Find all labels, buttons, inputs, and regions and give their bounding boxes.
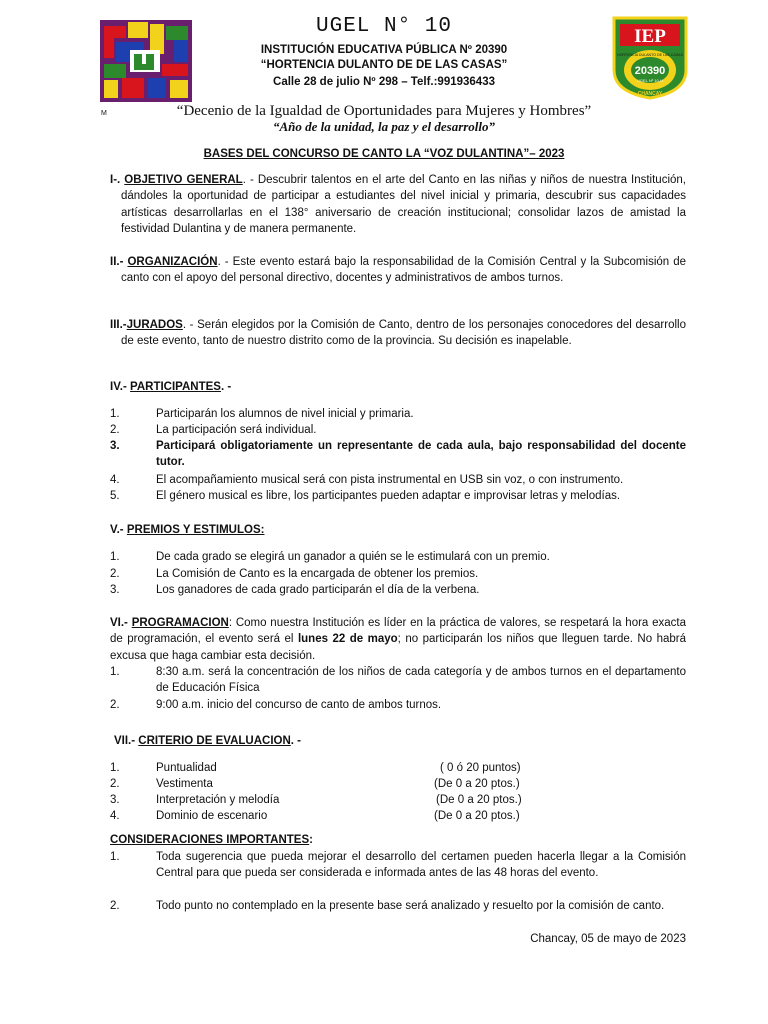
- item-number: 1.: [110, 762, 120, 774]
- item-text: Participará obligatoriamente un representante de cada aula, bajo responsabilidad del docente tutor.: [156, 440, 686, 469]
- section-heading: PARTICIPANTES: [130, 381, 221, 393]
- item-number: 3.: [110, 440, 120, 452]
- section-heading: PROGRAMACION: [131, 617, 229, 629]
- section-objetivo: [110, 172, 686, 237]
- signature-date: Chancay, 05 de mayo de 2023: [530, 933, 686, 945]
- item-number: 4.: [110, 474, 120, 486]
- criteria-row: [110, 776, 686, 792]
- item-text: Vestimenta: [156, 778, 213, 790]
- criteria-row: [110, 808, 686, 824]
- criteria-row: [110, 760, 686, 776]
- item-number: 3.: [110, 794, 120, 806]
- school-name: “HORTENCIA DULANTO DE DE LAS CASAS”: [260, 59, 508, 71]
- section-text-2: ; no participarán los niños que lleguen tarde. No habrá excusa que haga cambiar esta decisión.: [110, 633, 686, 662]
- event-date: lunes 22 de mayo: [297, 633, 398, 646]
- list-item: [110, 488, 686, 504]
- item-text: Toda sugerencia que pueda mejorar el desarrollo del certamen pueden hacerla llegar a la Comisión Central para que pueda ser considerada e informada antes de las 48 horas del evento.: [156, 851, 686, 880]
- item-number: 5.: [110, 490, 120, 502]
- criteria-score: (De 0 a 20 ptos.): [434, 810, 520, 822]
- section-heading: PREMIOS Y ESTIMULOS:: [126, 524, 265, 536]
- item-number: 2.: [110, 699, 120, 711]
- section-heading: ORGANIZACIÓN: [127, 256, 218, 268]
- section-text: . - Descubrir talentos en el arte del Canto en las niñas y niños de nuestra Institución, dándoles la oportunidad de participar a estudiantes del nivel inicial y primaria, descubrir sus capacidades artísticas desarrollarlas en el 138° aniversario de creación institucional; consolidar lazos de amistad la festividad Dulantina y de manera permanente.: [121, 174, 686, 235]
- item-number: 2.: [110, 900, 120, 912]
- item-number: 1.: [110, 551, 120, 563]
- section-organizacion: [110, 254, 686, 287]
- list-item: [110, 406, 686, 422]
- item-text: La participación será individual.: [156, 424, 317, 436]
- section-prefix: I-.: [110, 174, 125, 186]
- iep-logo-top: IEP: [634, 26, 666, 47]
- section-heading: CONSIDERACIONES IMPORTANTES: [110, 834, 310, 846]
- item-number: 4.: [110, 810, 120, 822]
- criteria-score: (De 0 a 20 ptos.): [436, 794, 522, 806]
- section-consideraciones-heading: [110, 832, 313, 848]
- decenio-motto: “Decenio de la Igualdad de Oportunidades para Mujeres y Hombres”: [176, 103, 592, 119]
- section-suffix: :: [309, 834, 313, 846]
- list-item: [110, 582, 686, 598]
- item-text: La Comisión de Canto es la encargada de obtener los premios.: [156, 568, 479, 580]
- section-prefix: II.-: [110, 256, 128, 268]
- item-text: Dominio de escenario: [156, 810, 268, 822]
- year-motto: “Año de la unidad, la paz y el desarrollo”: [272, 119, 496, 134]
- institution-name: INSTITUCIÓN EDUCATIVA PÚBLICA Nº 20390: [260, 44, 508, 56]
- section-participantes-heading: [110, 379, 231, 395]
- list-item: [110, 898, 686, 931]
- item-text: Interpretación y melodía: [156, 794, 280, 806]
- list-item: [110, 664, 686, 697]
- section-text: . - Serán elegidos por la Comisión de Canto, dentro de los personajes conocedores del desarrollo de este evento, tanto de nuestro distrito como de la provincia. Su decisión es inapelable.: [121, 319, 686, 348]
- list-item: [110, 566, 686, 582]
- section-criterio-heading: [114, 733, 301, 749]
- section-text: . - Este evento estará bajo la responsabilidad de la Comisión Central y la Subcomisión de canto con el apoyo del personal directivo, docentes y administrativos de ambos turnos.: [121, 256, 686, 285]
- item-number: 2.: [110, 778, 120, 790]
- section-suffix: . -: [220, 381, 232, 393]
- list-item: [110, 697, 686, 713]
- section-suffix: . -: [290, 735, 302, 747]
- list-item: [110, 422, 686, 438]
- item-text: Puntualidad: [156, 762, 217, 774]
- iep-logo-number: 20390: [634, 65, 666, 77]
- iep-logo-bottom: CHANCAY: [637, 91, 663, 97]
- item-number: 2.: [110, 568, 120, 580]
- ugel-title: UGEL N° 10: [315, 15, 453, 38]
- iep-logo-sub: UGEL Nº 10-H: [637, 78, 663, 83]
- item-text: 8:30 a.m. será la concentración de los niños de cada categoría y de ambos turnos en el departamento de Educación Física: [156, 666, 686, 695]
- criteria-row: [110, 792, 686, 808]
- section-prefix: VI.-: [110, 617, 132, 629]
- item-number: 2.: [110, 424, 120, 436]
- section-prefix: VII.-: [114, 735, 139, 747]
- section-prefix: III.-: [110, 319, 127, 331]
- criteria-score: (De 0 a 20 ptos.): [434, 778, 520, 790]
- section-heading: JURADOS: [126, 319, 183, 331]
- section-prefix: IV.-: [110, 381, 131, 393]
- list-item: [110, 438, 686, 471]
- corner-mark: M: [101, 110, 107, 117]
- item-number: 1.: [110, 851, 120, 863]
- item-text: De cada grado se elegirá un ganador a quién se le estimulará con un premio.: [156, 551, 550, 563]
- section-text: : Como nuestra Institución es líder en la práctica de valores, se respetará la hora exacta de programación, el evento será el: [110, 617, 686, 646]
- section-programacion: [110, 615, 686, 664]
- document-title: BASES DEL CONCURSO DE CANTO LA “VOZ DULANTINA”– 2023: [203, 148, 565, 160]
- item-text: Todo punto no contemplado en la presente base será analizado y resuelto por la comisión de canto.: [156, 900, 665, 912]
- section-prefix: V.-: [110, 524, 127, 536]
- iep-logo-ring: HORTENCIA DULANTO DE LAS CASAS: [617, 53, 683, 57]
- item-text: Los ganadores de cada grado participarán el día de la verbena.: [156, 584, 480, 596]
- school-address: Calle 28 de julio Nº 298 – Telf.:991936433: [273, 76, 495, 88]
- list-item: [110, 472, 686, 488]
- section-heading: CRITERIO DE EVALUACION: [138, 735, 291, 747]
- item-text: El acompañamiento musical será con pista instrumental en USB sin voz, o con instrumento.: [156, 474, 624, 486]
- section-jurados: [110, 317, 686, 350]
- section-heading: OBJETIVO GENERAL: [124, 174, 243, 186]
- item-number: 3.: [110, 584, 120, 596]
- item-text: Participarán los alumnos de nivel inicial y primaria.: [156, 408, 414, 420]
- list-item: [110, 849, 686, 898]
- item-number: 1.: [110, 666, 120, 678]
- item-text: 9:00 a.m. inicio del concurso de canto de ambos turnos.: [156, 699, 442, 711]
- item-number: 1.: [110, 408, 120, 420]
- criteria-score: ( 0 ó 20 puntos): [440, 762, 521, 774]
- item-text: El género musical es libre, los participantes pueden adaptar e improvisar letras y melodías.: [156, 490, 621, 502]
- list-item: [110, 549, 686, 565]
- section-premios-heading: [110, 522, 264, 538]
